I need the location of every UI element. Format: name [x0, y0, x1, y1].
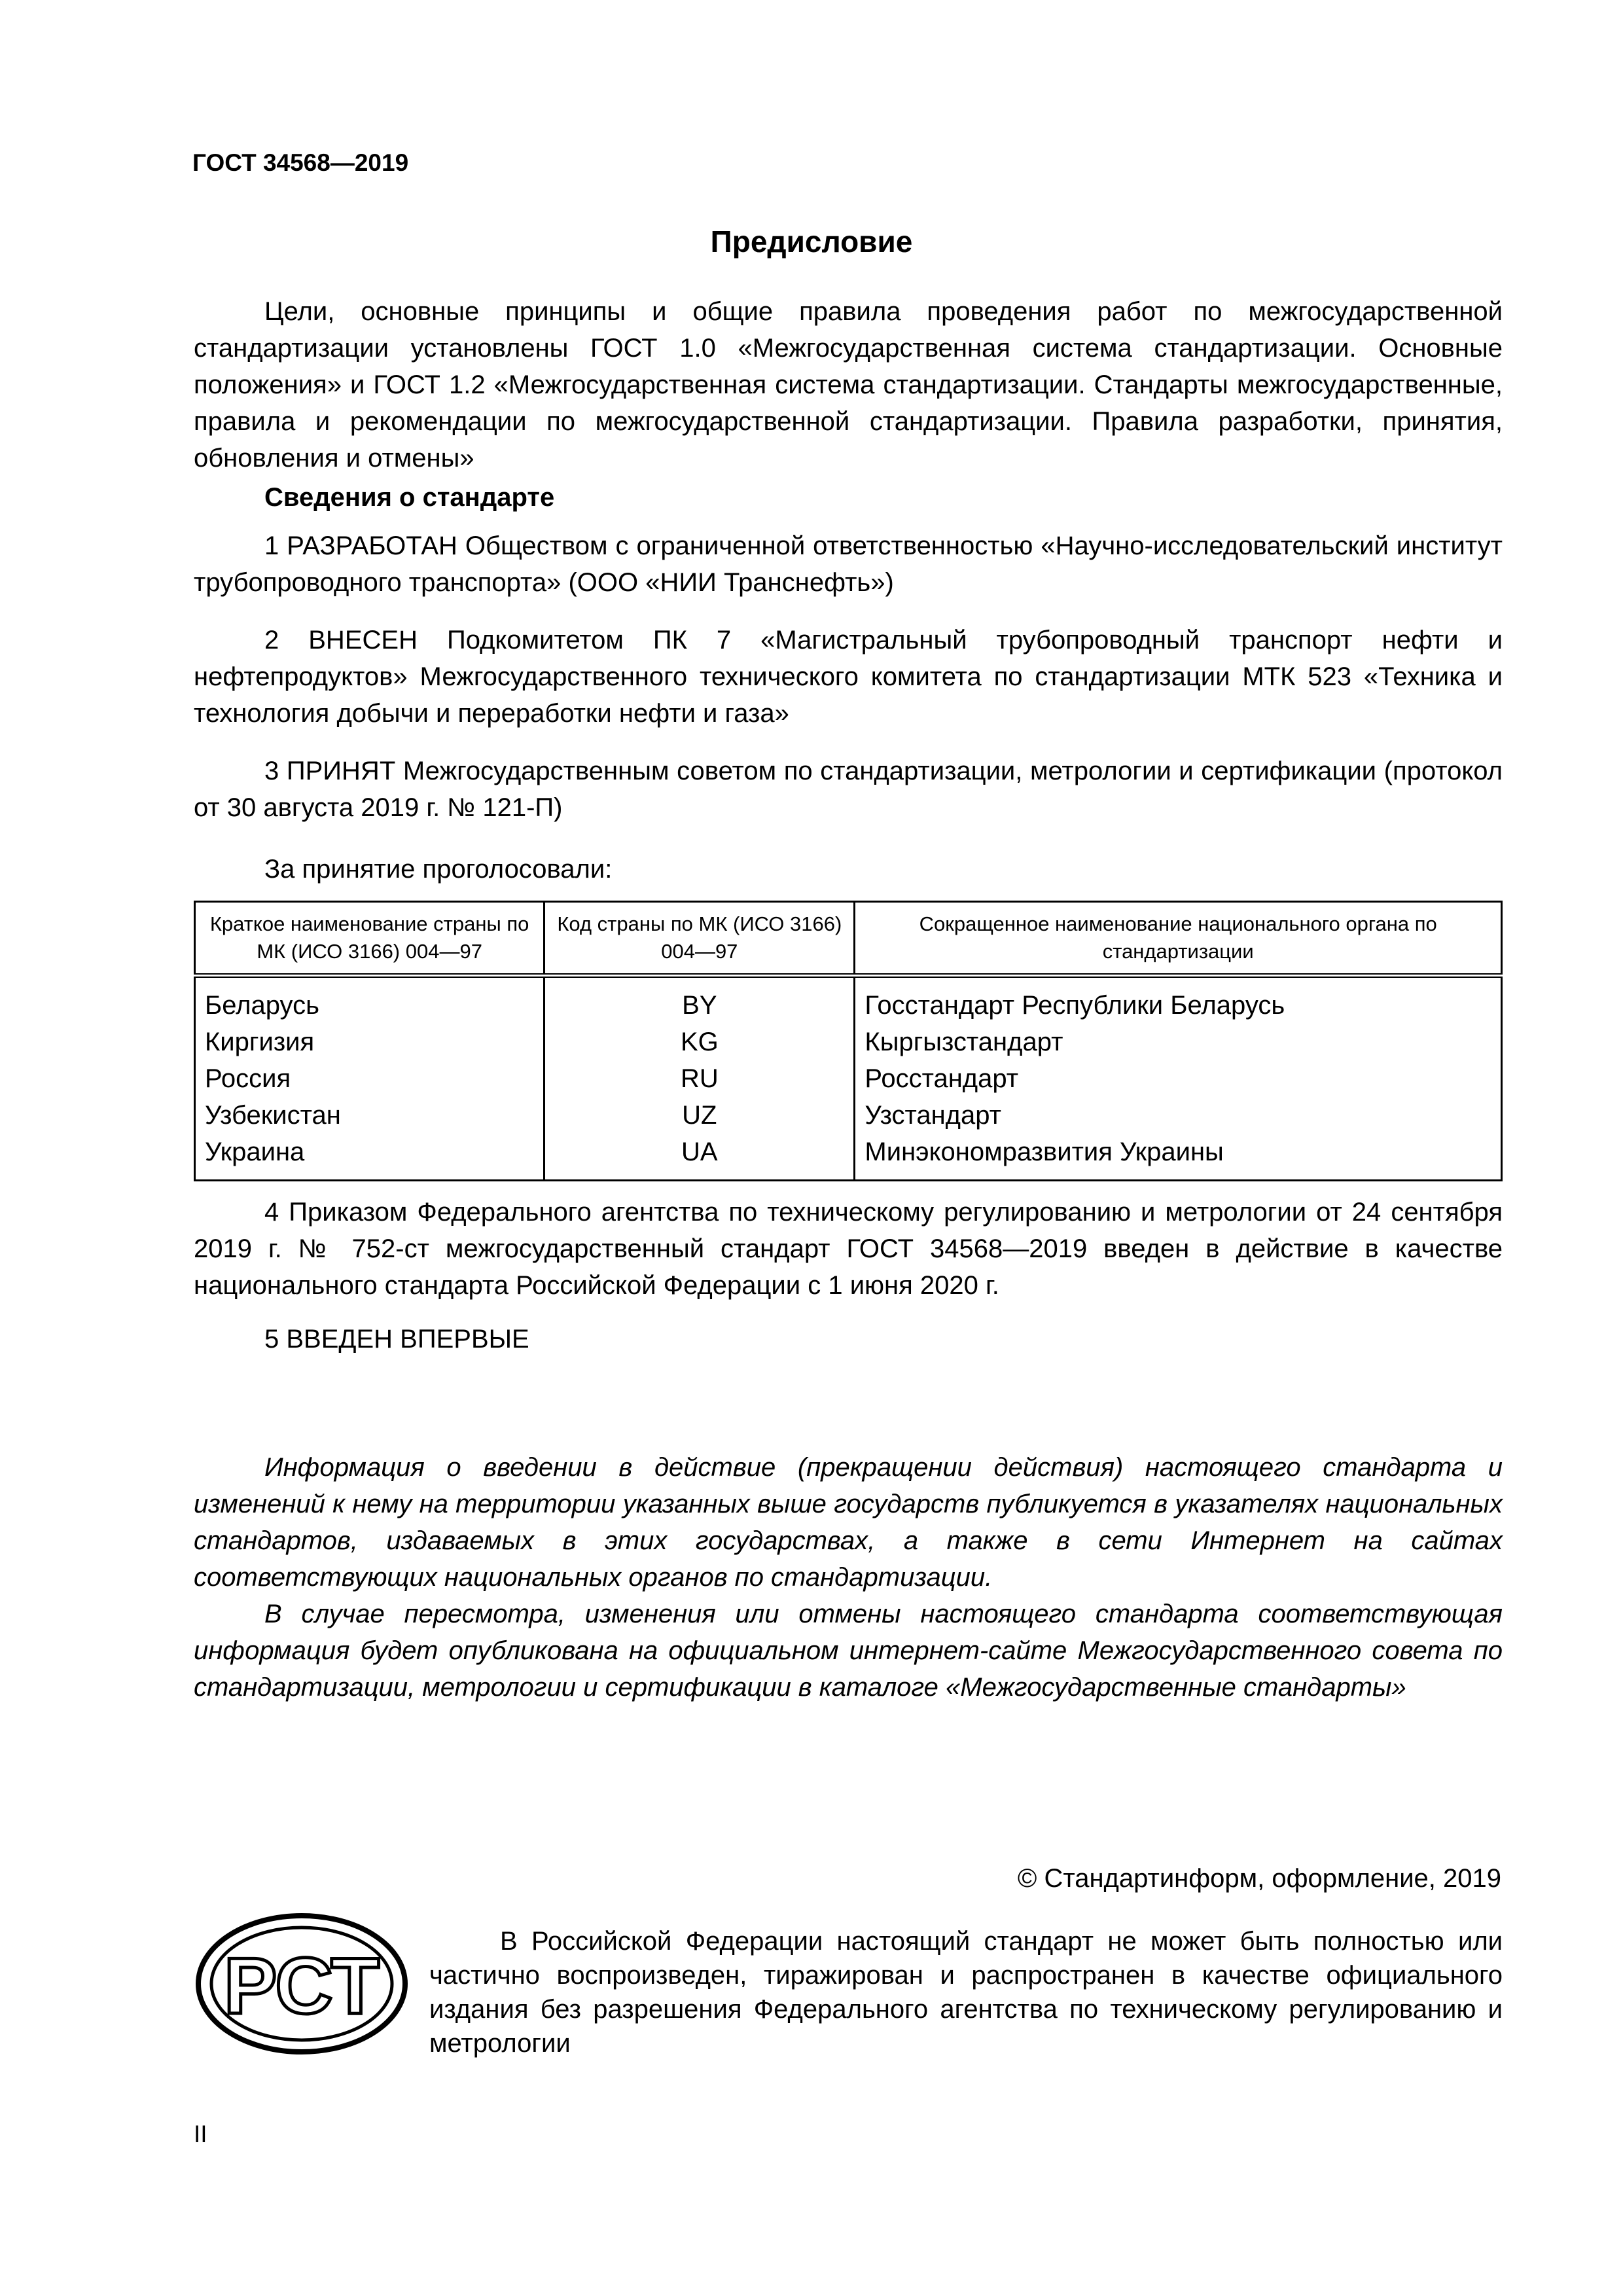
copyright-notice: В Российской Федерации настоящий стандарт не может быть полностью или частично воспроизведен, тиражирован и распространен в качестве официального издания без разрешения Федерального агентства по техническому регулированию и метрологии — [429, 1927, 1503, 2058]
country-cell: Узбекистан — [195, 1097, 544, 1134]
code-cell: UA — [544, 1134, 855, 1181]
info-italic-paragraph-1: Информация о введении в действие (прекращении действия) настоящего стандарта и изменений к нему на территории указанных выше государств публикуется в указателях национальных стандартов, издаваемых в этих государствах, а также в сети Интернет на сайтах соответствующих национальных органов по стандартизации. — [194, 1453, 1503, 1592]
body-cell: Минэкономразвития Украины — [855, 1134, 1502, 1181]
code-cell: UZ — [544, 1097, 855, 1134]
table-row — [195, 1060, 1502, 1097]
info-heading: Сведения о стандарте — [264, 483, 555, 512]
item-4-paragraph: 4 Приказом Федерального агентства по техническому регулированию и метрологии от 24 сентября 2019 г. № 752-ст межгосударственный стандарт ГОСТ 34568—2019 введен в действие в качестве национального стандарта Российской Федерации с 1 июня 2020 г. — [194, 1198, 1503, 1300]
code-cell: BY — [544, 976, 855, 1024]
header-country: Краткое наименование страны по МК (ИСО 3166) 004—97 — [195, 902, 544, 976]
country-cell: Беларусь — [195, 976, 544, 1024]
table-row — [195, 1024, 1502, 1060]
header-body: Сокращенное наименование национального органа по стандартизации — [855, 902, 1502, 976]
body-cell: Узстандарт — [855, 1097, 1502, 1134]
page-title: Предисловие — [710, 224, 913, 259]
page-number: II — [194, 2121, 207, 2147]
table-header-row — [195, 902, 1502, 976]
table-row — [195, 976, 1502, 1024]
member-states-table — [194, 901, 1503, 1181]
table-row — [195, 1134, 1502, 1181]
header-code: Код страны по МК (ИСО 3166) 004—97 — [544, 902, 855, 976]
info-italic-paragraph-2: В случае пересмотра, изменения или отмены настоящего стандарта соответствующая информация будет опубликована на официальном интернет-сайте Межгосударственного совета по стандартизации, метрологии и сертификации в каталоге «Межгосударственные стандарты» — [194, 1600, 1503, 1702]
item-3-paragraph: 3 ПРИНЯТ Межгосударственным советом по стандартизации, метрологии и сертификации (протокол от 30 августа 2019 г. № 121-П) — [194, 757, 1503, 822]
country-cell: Россия — [195, 1060, 544, 1097]
body-cell: Госстандарт Республики Беларусь — [855, 976, 1502, 1024]
table-row — [195, 1097, 1502, 1134]
copyright-line: © Стандартинформ, оформление, 2019 — [1017, 1864, 1501, 1893]
intro-paragraph: Цели, основные принципы и общие правила проведения работ по межгосударственной стандартизации установлены ГОСТ 1.0 «Межгосударственная система стандартизации. Основные положения» и ГОСТ 1.2 «Межгосударственная система стандартизации. Стандарты межгосударственные, правила и рекомендации по межгосударственной стандартизации. Правила разработки, принятия, обновления и отмены» — [194, 297, 1503, 473]
logo-lettering: РСТ — [224, 1941, 380, 2030]
code-cell: RU — [544, 1060, 855, 1097]
rst-certification-logo-icon — [194, 1910, 410, 2058]
country-cell: Киргизия — [195, 1024, 544, 1060]
country-cell: Украина — [195, 1134, 544, 1181]
standard-code: ГОСТ 34568—2019 — [192, 149, 409, 176]
vote-intro: За принятие проголосовали: — [264, 855, 613, 884]
item-5-paragraph: 5 ВВЕДЕН ВПЕРВЫЕ — [264, 1325, 529, 1354]
code-cell: KG — [544, 1024, 855, 1060]
body-cell: Кыргызстандарт — [855, 1024, 1502, 1060]
item-1-paragraph: 1 РАЗРАБОТАН Обществом с ограниченной ответственностью «Научно-исследовательский институт трубопроводного транспорта» (ООО «НИИ Транснефть») — [194, 531, 1503, 597]
body-cell: Росстандарт — [855, 1060, 1502, 1097]
item-2-paragraph: 2 ВНЕСЕН Подкомитетом ПК 7 «Магистральный трубопроводный транспорт нефти и нефтепродуктов» Межгосударственного технического комитета по стандартизации МТК 523 «Техника и технология добычи и переработки нефти и газа» — [194, 626, 1503, 728]
